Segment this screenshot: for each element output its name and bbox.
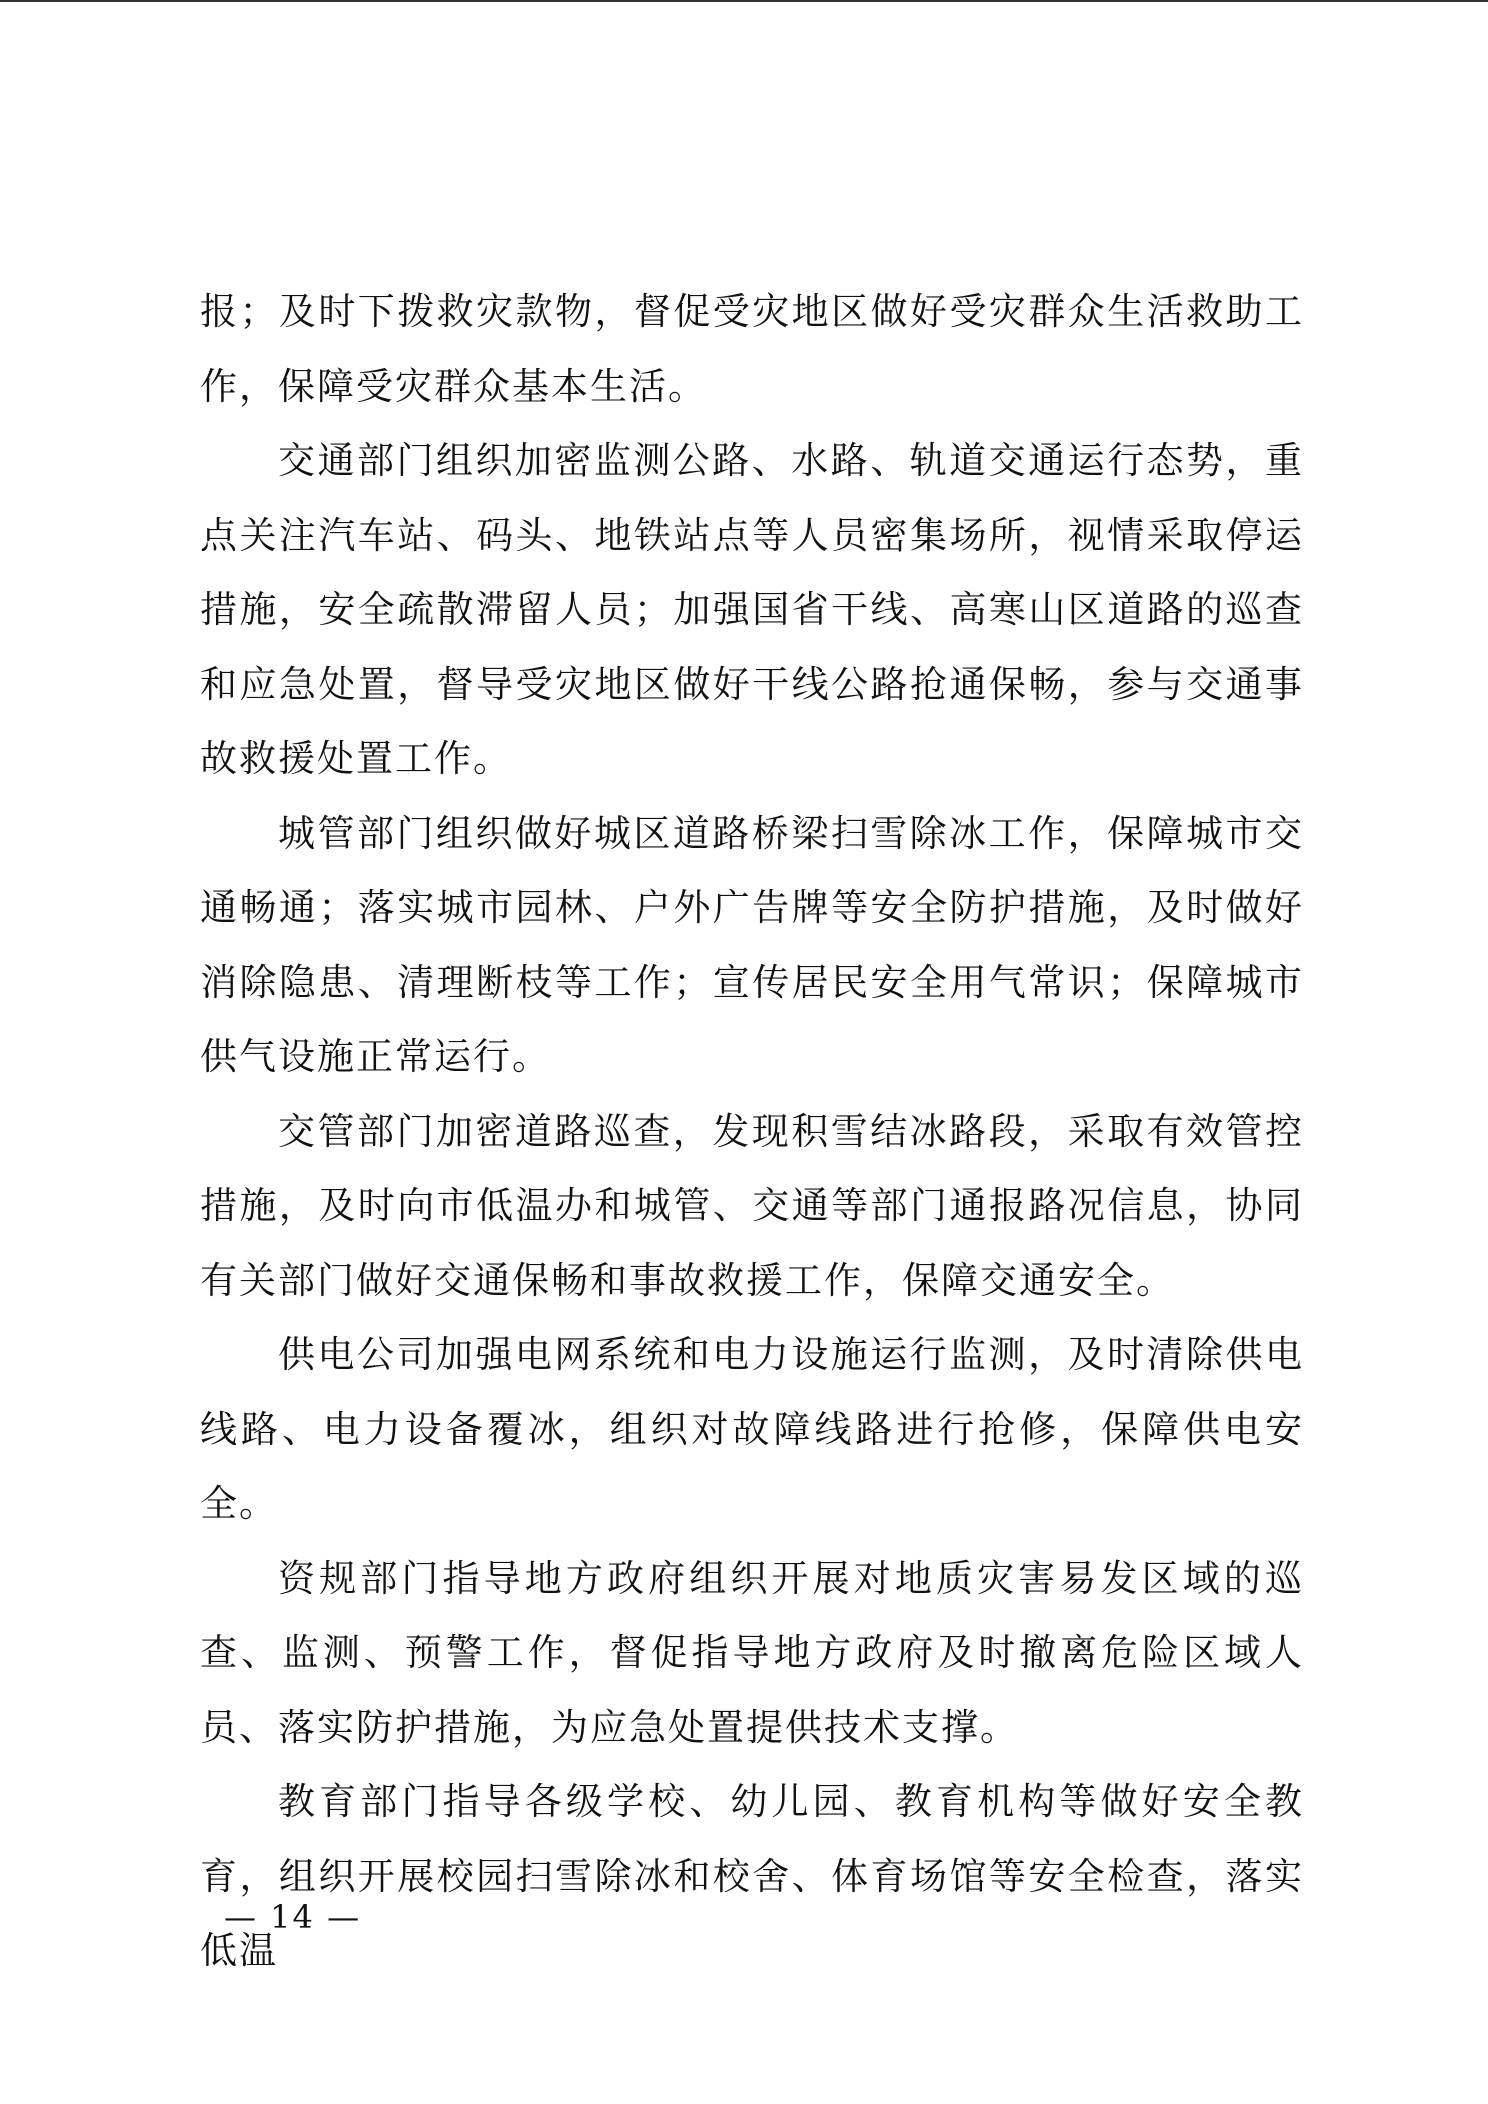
page-number: — 14 —	[224, 1898, 362, 1936]
paragraph-traffic-police: 交管部门加密道路巡查，发现积雪结冰路段，采取有效管控措施，及时向市低温办和城管、交通等部门通报路况信息，协同有关部门做好交通保畅和事故救援工作，保障交通安全。	[200, 1109, 1304, 1302]
paragraph-relief-continuation: 报；及时下拨救灾款物，督促受灾地区做好受灾群众生活救助工作，保障受灾群众基本生活。	[200, 290, 1304, 408]
paragraph-natural-resources: 资规部门指导地方政府组织开展对地质灾害易发区域的巡查、监测、预警工作，督促指导地方政府及时撤离危险区域人员、落实防护措施，为应急处置提供技术支撑。	[200, 1556, 1304, 1749]
paragraph-urban-management: 城管部门组织做好城区道路桥梁扫雪除冰工作，保障城市交通畅通；落实城市园林、户外广告牌等安全防护措施，及时做好消除隐患、清理断枝等工作；宣传居民安全用气常识；保障城市供气设施正常运行。	[200, 811, 1304, 1078]
paragraph-education-department: 教育部门指导各级学校、幼儿园、教育机构等做好安全教育，组织开展校园扫雪除冰和校舍、体育场馆等安全检查，落实低温	[200, 1780, 1304, 1972]
paragraph-transport-department: 交通部门组织加密监测公路、水路、轨道交通运行态势，重点关注汽车站、码头、地铁站点等人员密集场所，视情采取停运措施，安全疏散滞留人员；加强国省干线、高寒山区道路的巡查和应急处置，督导受灾地区做好干线公路抢通保畅，参与交通事故救援处置工作。	[200, 439, 1304, 780]
body-text	[200, 275, 1304, 1989]
paragraph-power-company: 供电公司加强电网系统和电力设施运行监测，及时清除供电线路、电力设备覆冰，组织对故障线路进行抢修，保障供电安全。	[200, 1333, 1304, 1525]
